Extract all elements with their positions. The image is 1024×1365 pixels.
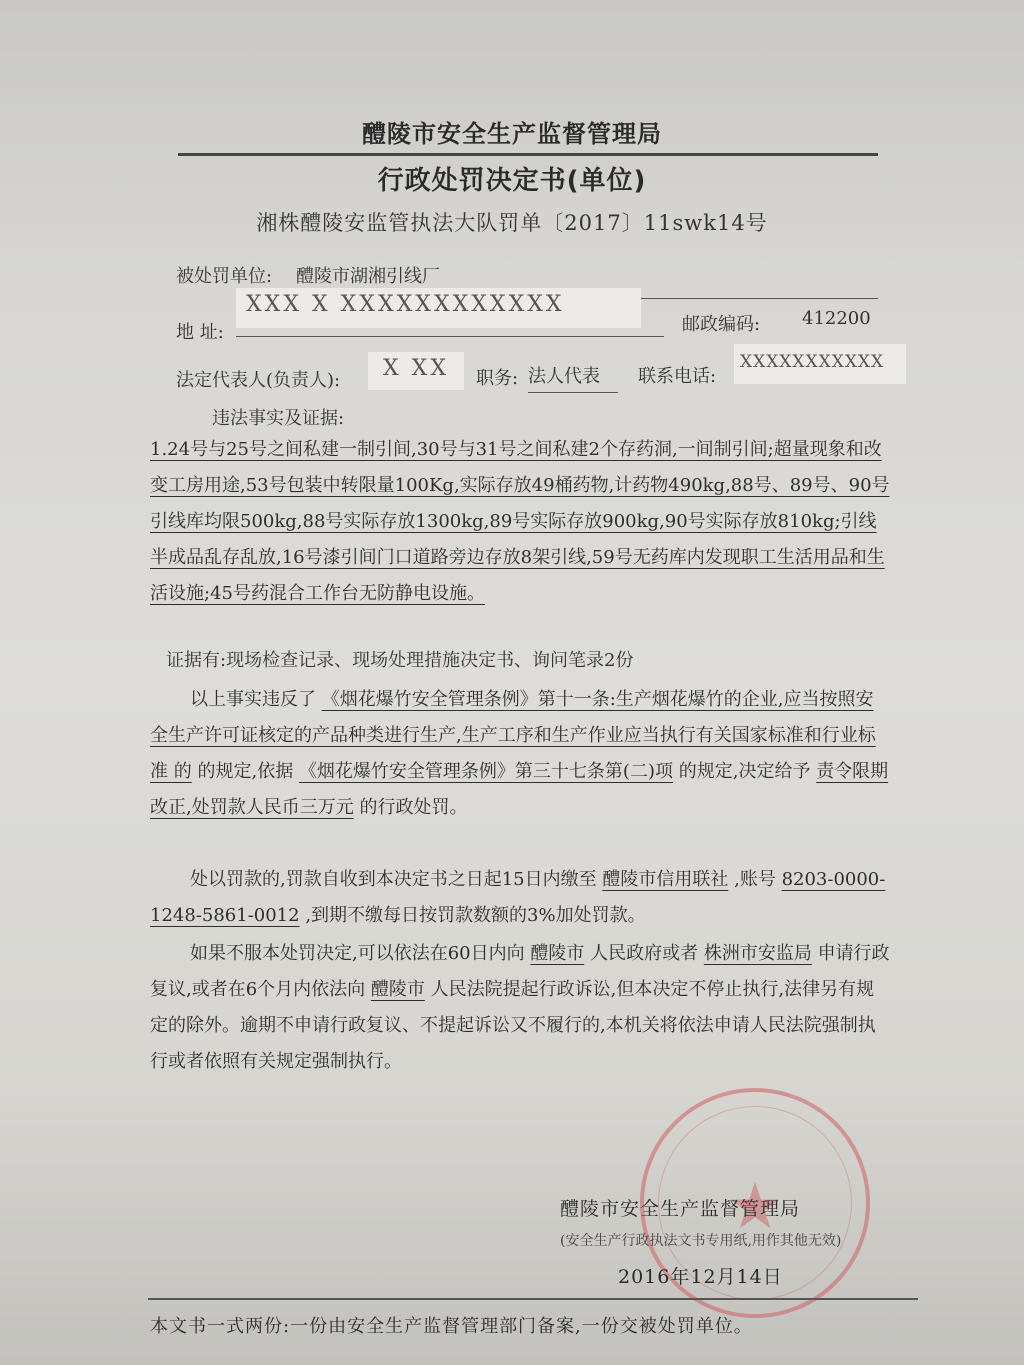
representative-label: 法定代表人(负责人): (176, 370, 341, 391)
p3-connector-1: 人民政府或者 (590, 943, 699, 964)
phone-label: 联系电话: (638, 366, 717, 387)
postcode-label: 邮政编码: (682, 314, 761, 335)
signing-agency: 醴陵市安全生产监督管理局 (560, 1198, 801, 1220)
review-department: 株洲市安监局 (703, 943, 812, 964)
unit-value: 醴陵市湖湘引线厂 (296, 262, 878, 299)
seal-star-icon: ★ (726, 1170, 784, 1244)
p1-tail: 的行政处罚。 (359, 797, 468, 818)
stationery-note: (安全生产行政执法文书专用纸,用作其他无效) (560, 1233, 842, 1249)
p2-tail: ,到期不缴每日按罚款数额的3%加处罚款。 (305, 905, 646, 926)
issue-date: 2016年12月14日 (618, 1266, 783, 1288)
phone-redacted: XXXXXXXXXXX (734, 344, 906, 384)
facts-heading: 违法事实及证据: (212, 408, 345, 429)
appeal-paragraph (150, 936, 890, 1080)
p3-lead: 如果不服本处罚决定,可以依法在60日内向 (190, 943, 525, 964)
p3-connector-2: 申请行政复议,或者在6个月内依法向 (150, 943, 890, 1000)
penalty: 责令限期改正,处罚款人民币三万元 (150, 761, 889, 818)
facts-text: 1.24号与25号之间私建一制引间,30号与31号之间私建2个存药洞,一间制引间;超量现象和改变工房用途,53号包装中转限量100Kg,实际存放49桶药物,计药物490kg,88号、89号、90号引线库均限500kg,88号实际存放1300kg,89号实际存放900kg,90号实际存放810kg;引线半成品乱存乱放,16号漆引间门口道路旁边存放8架引线,59号无药库内发现职工生活用品和生活设施;45号药混合工作台无防静电设施。 (150, 439, 890, 604)
address-underline (236, 336, 664, 337)
violation-paragraph (150, 682, 890, 826)
litigation-court: 醴陵市 (370, 979, 425, 1000)
position-label: 职务: (476, 368, 519, 389)
payment-paragraph (150, 862, 890, 934)
p1-connector-2: 的规定,决定给予 (678, 761, 811, 782)
review-government: 醴陵市 (530, 943, 585, 964)
footer-rule (148, 1298, 918, 1300)
p2-lead: 处以罚款的,罚款自收到本决定书之日起15日内缴至 (190, 869, 597, 890)
header-rule (178, 153, 878, 156)
p1-connector-1: 的规定,依据 (197, 761, 294, 782)
payment-bank: 醴陵市信用联社 (602, 869, 729, 890)
violated-provision: 《烟花爆竹安全管理条例》第十一条:生产烟花爆竹的企业,应当按照安全生产许可证核定的产品种类进行生产,生产工序和生产作业应当执行有关国家标准和行业标准 的 (150, 689, 876, 782)
position-value: 法人代表 (528, 362, 618, 393)
facts-block (150, 432, 890, 612)
issuing-agency: 醴陵市安全生产监督管理局 (362, 120, 662, 148)
legal-basis: 《烟花爆竹安全管理条例》第三十七条第(二)项 (298, 761, 673, 782)
payment-account: 8203-0000-1248-5861-0012 (150, 869, 886, 926)
address-redacted: XXX X XXXXXXXXXXXX (236, 288, 641, 328)
p2-connector: ,账号 (734, 869, 776, 890)
address-label: 地 址: (176, 322, 224, 343)
p3-tail: 人民法院提起行政诉讼,但本决定不停止执行,法律另有规定的除外。逾期不申请行政复议、不提起诉讼又不履行的,本机关将依法申请人民法院强制执行或者依照有关规定强制执行。 (150, 979, 876, 1072)
representative-redacted: X XX (368, 352, 464, 390)
document-number: 湘株醴陵安监管执法大队罚单〔2017〕11swk14号 (256, 211, 768, 235)
postcode-value: 412200 (802, 308, 871, 329)
document-title: 行政处罚决定书(单位) (377, 166, 647, 196)
unit-label: 被处罚单位: (176, 266, 273, 287)
copies-note: 本文书一式两份:一份由安全生产监督管理部门备案,一份交被处罚单位。 (150, 1316, 753, 1337)
evidence-line: 证据有:现场检查记录、现场处理措施决定书、询问笔录2份 (166, 650, 634, 671)
p1-lead: 以上事实违反了 (190, 689, 316, 710)
